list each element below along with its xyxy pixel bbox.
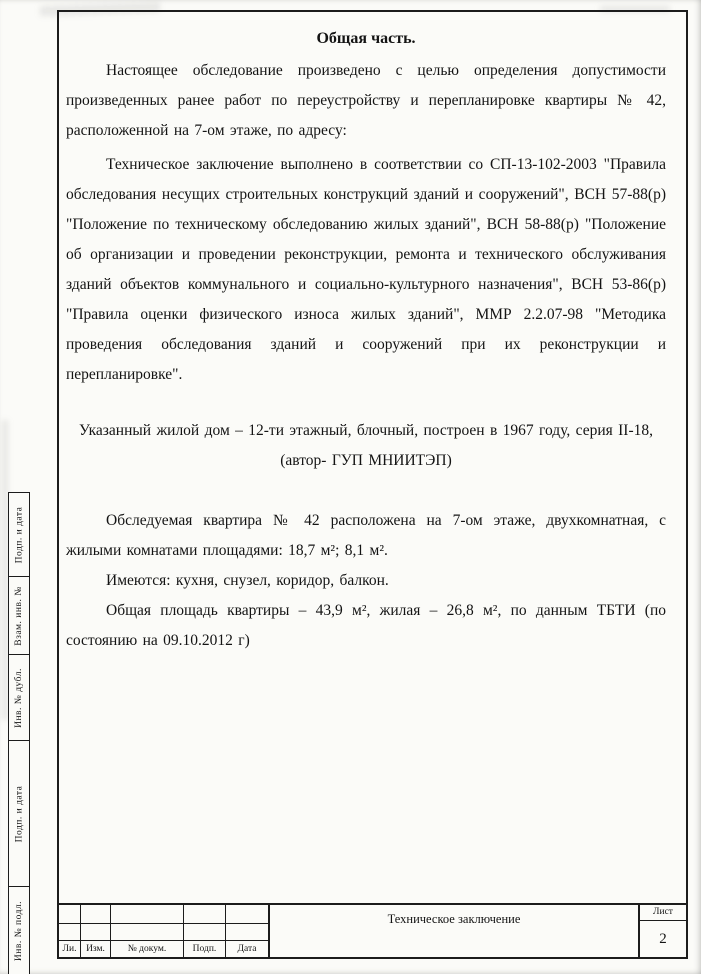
revision-cell-empty [59, 923, 81, 941]
paragraph-rooms: Имеются: кухня, снузел, коридор, балкон. [106, 572, 389, 589]
revision-header-sheet: Ли. [59, 940, 81, 957]
side-box-original-inventory-number [8, 886, 30, 974]
paragraph-normative-docs: Техническое заключение выполнено в соответствии со СП-13-102-2003 "Правила обследования несущих строительных конструкций зданий и сооружений", ВСН 57-88(р) "Положение по техническому обследованию жилых зданий", ВСН 58-88(р) "Положение об организации и проведении реконструкции, ремонта и технического обслуживания зданий объектов коммунального и социально-культурного назначения", ВСН 53-86(р) "Правила оценки физического износа жилых зданий", ММР 2.2.07-98 "Методика проведения обследования зданий и сооружений при их реконструкции и перепланировке". [66, 156, 666, 383]
title-block [57, 903, 688, 959]
sheet-number: 2 [659, 930, 667, 947]
side-box-label: Инв. № дубл. [14, 668, 25, 728]
document-body [66, 24, 666, 656]
paragraph-areas: Общая площадь квартиры – 43,9 м², жилая – 26,8 м², по данным ТБТИ (по состоянию на 09.10.2012 г) [66, 602, 666, 649]
revision-cell-empty [59, 905, 81, 923]
side-box-label: Подп. и дата [14, 506, 25, 564]
revision-header-doc-number: № докум. [111, 940, 184, 957]
side-box-label: Взам. инв. № [14, 586, 25, 646]
side-box-label: Инв. № подл. [14, 900, 25, 961]
side-box-signature-date-2 [8, 740, 30, 888]
revision-cell-empty [81, 905, 111, 923]
revision-header-date: Дата [226, 940, 268, 957]
revision-cell-empty [226, 905, 268, 923]
revision-cell-empty [184, 905, 226, 923]
revision-cell-empty [184, 923, 226, 941]
side-box-label: Подп. и дата [14, 785, 25, 843]
side-box-replacement-inventory-number [8, 576, 30, 656]
paragraph-apartment-info: Обследуемая квартира № 42 расположена на 7-ом этаже, двухкомнатная, с жилыми комнатами площадями: 18,7 м²; 8,1 м². [66, 512, 666, 559]
revision-cell-empty [111, 923, 184, 941]
title-block-document-name: Техническое заключение [387, 912, 521, 926]
sheet-label: Лист [640, 905, 686, 921]
title-block-revision-table [59, 905, 270, 957]
side-box-duplicate-inventory-number [8, 654, 30, 742]
section-title: Общая часть. [316, 30, 416, 47]
title-block-sheet-box [638, 905, 686, 957]
revision-cell-empty [226, 923, 268, 941]
revision-header-change: Изм. [81, 940, 111, 957]
revision-cell-empty [81, 923, 111, 941]
side-box-signature-date-1 [8, 492, 30, 578]
paragraph-purpose: Настоящее обследование произведено с целью определения допустимости произведенных ранее работ по переустройству и перепланировке квартиры № 42, расположенной на 7-ом этаже, по адресу: [66, 62, 666, 139]
revision-header-signature: Подп. [184, 940, 226, 957]
revision-cell-empty [111, 905, 184, 923]
paragraph-building-info: Указанный жилой дом – 12-ти этажный, блочный, построен в 1967 году, серия II-18, (автор- ГУП МНИИТЭП) [78, 422, 654, 469]
